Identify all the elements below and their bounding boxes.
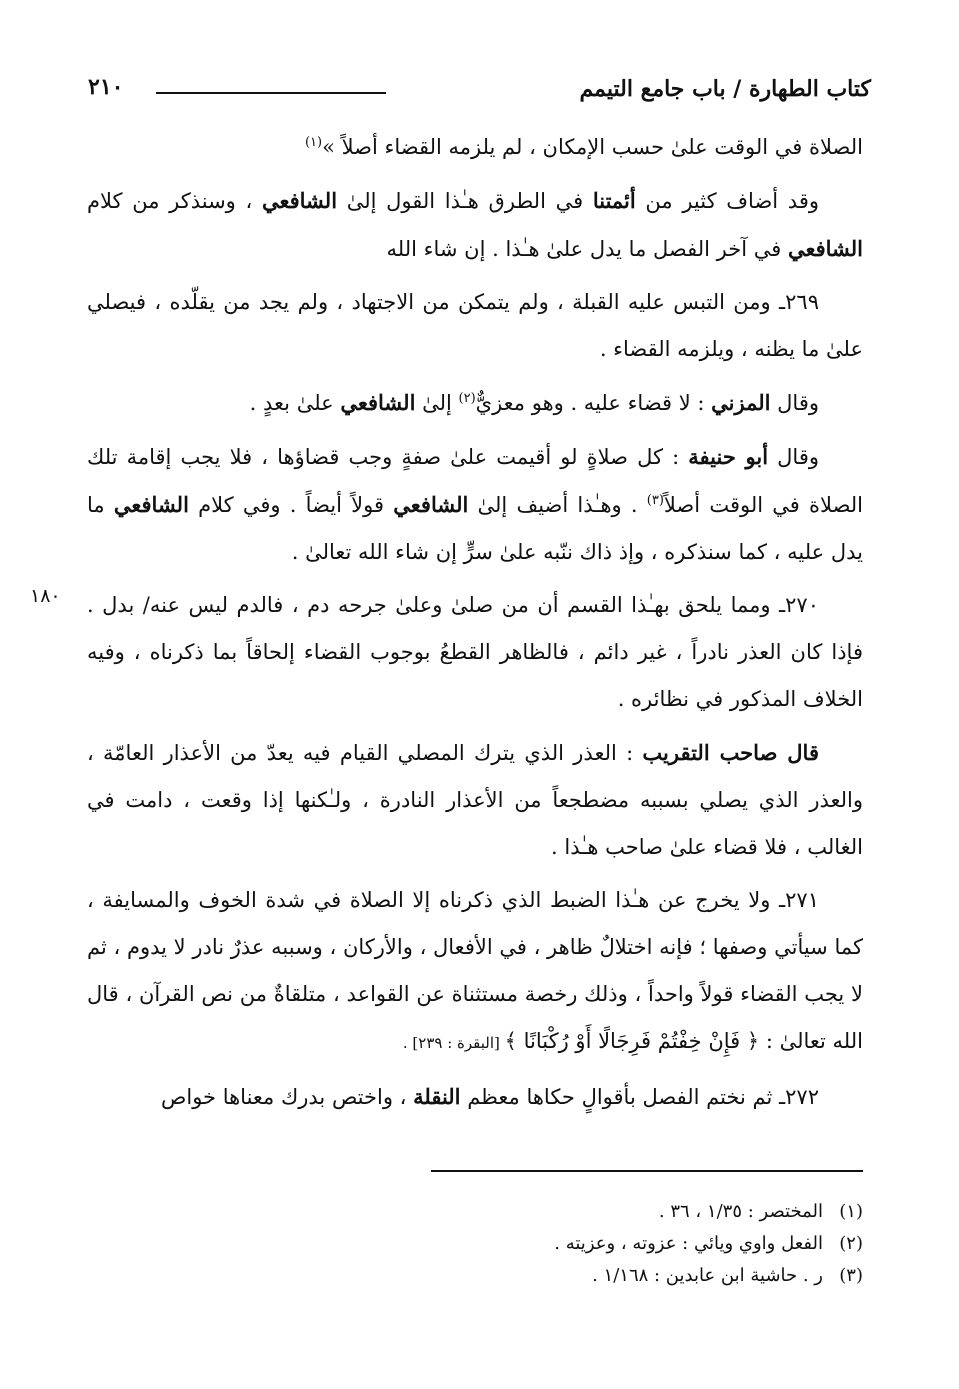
paragraph: وقد أضاف كثير من أئمتنا في الطرق هـٰذا القول إلىٰ الشافعي ، وسنذكر من كلام الشافعي في آخر الفصل ما يدل علىٰ هـٰذا . إن شاء الله — [87, 188, 863, 261]
main-text — [87, 124, 863, 1127]
footnote: (٣)ر . حاشية ابن عابدين : ١/١٦٨ . — [592, 1265, 863, 1286]
header-rule — [156, 92, 386, 94]
paragraph: ٢٧٢ـ ثم نختم الفصل بأقوالٍ حكاها معظم النقلة ، واختص بدرك معناها خواص — [160, 1084, 819, 1109]
margin-note: ١٨٠ — [30, 585, 61, 607]
paragraph: وقال أبو حنيفة : كل صلاةٍ لو أقيمت علىٰ صفةٍ وجب قضاؤها ، فلا يجب إقامة تلك الصلاة في الوقت أصلاً$^{(٣)}$ . وهـٰذا أضيف إلىٰ الشافعي قولاً أيضاً . وفي كلام الشافعي ما يدل عليه ، كما سنذكره ، وإذ ذاك ننّبه علىٰ سرٍّ إن شاء الله تعالىٰ . — [87, 444, 864, 564]
footnote-ref: (١) — [304, 135, 323, 150]
verse-reference: [البقرة : ٢٣٩] . — [402, 1034, 505, 1052]
footnote-ref: (٢) — [458, 391, 476, 406]
paragraph: ٢٦٩ـ ومن التبس عليه القبلة ، ولم يتمكن من الاجتهاد ، ولم يجد من يقلّده ، فيصلي علىٰ ما يظنه ، ويلزمه القضاء . — [87, 290, 863, 361]
quran-verse: ﴿ فَإِنْ خِفْتُمْ فَرِجَالًا أَوْ رُكْبَانًا ﴾ — [504, 1029, 760, 1053]
footnote: (١)المختصر : ١/٣٥ ، ٣٦ . — [658, 1201, 863, 1222]
paragraph: ٢٧١ـ ولا يخرج عن هـٰذا الضبط الذي ذكرناه إلا الصلاة في شدة الخوف والمسايفة ، كما سيأتي وصفها ؛ فإنه اختلالٌ ظاهر ، في الأفعال ، والأركان ، وسببه عذرٌ نادر لا يدوم ، ثم لا يجب القضاء قولاً واحداً ، وذلك رخصة مستثناة عن القواعد ، متلقاةٌ من نص القرآن ، قال الله تعالىٰ : ﴿ فَإِنْ خِفْتُمْ فَرِجَالًا أَوْ رُكْبَانًا ﴾ [البقرة : ٢٣٩] . — [87, 888, 863, 1053]
paragraph: وقال المزني : لا قضاء عليه . وهو معزيٌّ$^{(٢)}$ إلىٰ الشافعي علىٰ بعدٍ . — [249, 390, 819, 415]
footnote-ref: (٣) — [646, 493, 664, 508]
paragraph: الصلاة في الوقت علىٰ حسب الإمكان ، لم يلزمه القضاء أصلاً »$^{(١)}$ — [304, 135, 863, 159]
paragraph: قال صاحب التقريب : العذر الذي يترك المصلي القيام فيه يعدّ من الأعذار العامّة ، والعذر الذي يصلي بسببه مضطجعاً من الأعذار النادرة ، ولـٰكنها إذا وقعت ، دامت في الغالب ، فلا قضاء علىٰ صاحب هـٰذا . — [87, 740, 863, 859]
running-header — [88, 72, 871, 122]
header-title: كتاب الطهارة / باب جامع التيمم — [579, 76, 871, 102]
footnotes — [87, 1196, 863, 1292]
footnote: (٢)الفعل واوي ويائي : عزوته ، وعزيته . — [554, 1233, 863, 1254]
paragraph: ٢٧٠ـ ومما يلحق بهـٰذا القسم أن من صلىٰ وعلىٰ جرحه دم ، فالدم ليس عنه/ بدل . فإذا كان العذر نادراً ، غير دائم ، فالظاهر القطعُ بوجوب القضاء إلحاقاً بما ذكرناه ، وفيه الخلاف المذكور في نظائره . — [87, 593, 863, 711]
footnote-separator — [431, 1170, 863, 1172]
page-number: ٢١٠ — [88, 74, 124, 100]
